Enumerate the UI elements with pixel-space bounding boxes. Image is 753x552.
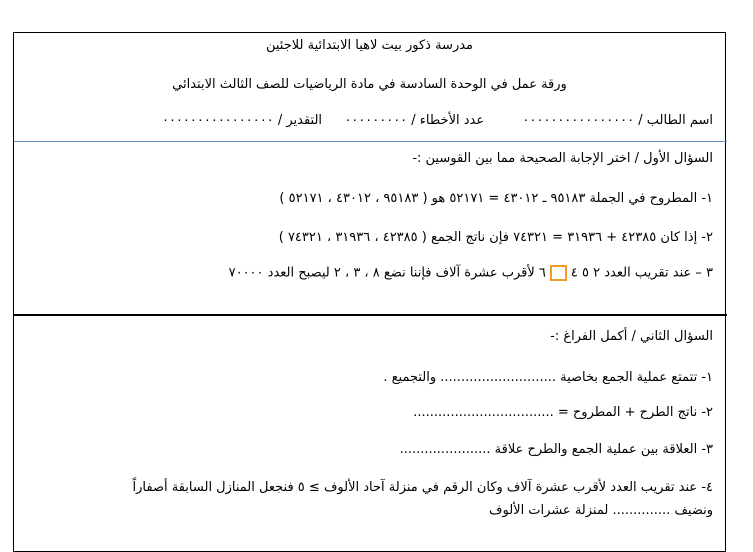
section-divider xyxy=(14,141,727,142)
question-divider xyxy=(14,314,727,316)
q1-item-1: ١- المطروح في الجملة ٩٥١٨٣ ـ ٤٣٠١٢ = ٥٢١٧١ هو ( ٩٥١٨٣ ، ٤٣٠١٢ ، ٥٢١٧١ ) xyxy=(279,191,713,206)
q2-item-2: ٢- ناتج الطرح + المطروح = .................................. xyxy=(413,405,713,420)
name-label: اسم الطالب / xyxy=(638,113,713,128)
grade-label: التقدير / xyxy=(277,113,323,128)
q1-item-2: ٢- إذا كان ٤٢٣٨٥ + ٣١٩٣٦ = ٧٤٣٢١ فإن ناتج الجمع ( ٤٢٣٨٥ ، ٣١٩٣٦ ، ٧٤٣٢١ ) xyxy=(278,230,713,245)
q1-item-3 xyxy=(229,265,713,281)
school-name: مدرسة ذكور بيت لاهيا الابتدائية للاجئين xyxy=(265,38,474,53)
errors-label: عدد الأخطاء / xyxy=(411,113,485,128)
q2-heading: السؤال الثاني / أكمل الفراغ :- xyxy=(550,329,713,344)
q1-item-3-end: ٦ لأقرب عشرة آلاف فإننا نضع ٨ ، ٣ ، ٢ ليصبح العدد ٧٠٠٠٠ xyxy=(228,265,546,281)
q1-heading: السؤال الأول / اختر الإجابة الصحيحة مما بين القوسين :- xyxy=(412,151,713,166)
q1-item-3-start: ٣ – عند تقريب العدد ٢ ٥ ٤ xyxy=(570,265,713,281)
student-info-row xyxy=(162,113,713,128)
name-dots: ٠٠٠٠٠٠٠٠٠٠٠٠٠٠٠٠ xyxy=(522,113,635,128)
answer-box[interactable] xyxy=(550,265,567,281)
worksheet-title: ورقة عمل في الوحدة السادسة في مادة الرياضيات للصف الثالث الابتدائي xyxy=(172,77,567,92)
q2-item-3: ٣- العلاقة بين عملية الجمع والطرح علاقة ...................... xyxy=(399,442,713,457)
q2-item-4-line-1: ٤- عند تقريب العدد لأقرب عشرة آلاف وكان الرقم في منزلة آحاد الألوف ≥ ٥ فنجعل المنازل السابقة أصفاراً xyxy=(132,480,713,495)
q2-item-4-line-2: ونضيف .............. لمنزلة عشرات الألوف xyxy=(489,503,713,518)
grade-dots: ٠٠٠٠٠٠٠٠٠٠٠٠٠٠٠٠ xyxy=(161,113,274,128)
worksheet-page xyxy=(13,32,726,552)
errors-dots: ٠٠٠٠٠٠٠٠٠ xyxy=(344,113,408,128)
q2-item-1: ١- تتمتع عملية الجمع بخاصية ............................ والتجميع . xyxy=(383,370,713,385)
